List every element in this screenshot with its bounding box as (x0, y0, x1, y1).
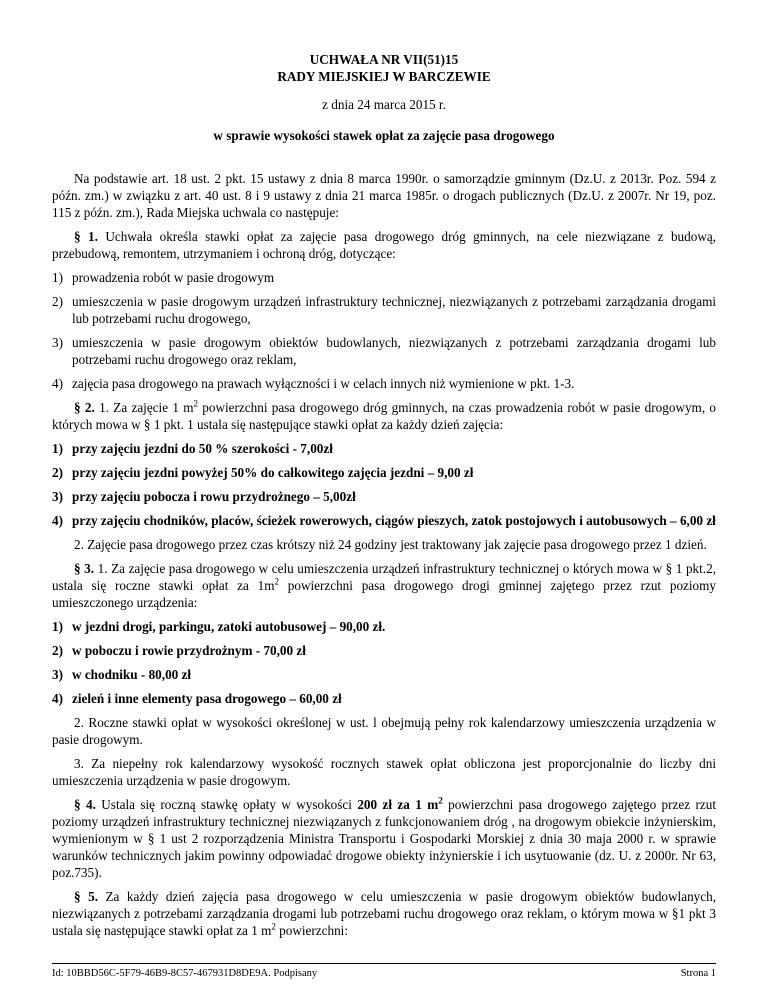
resolution-title: UCHWAŁA NR VII(51)15 (309, 52, 459, 67)
council-name: RADY MIEJSKIEJ W BARCZEWIE (277, 69, 491, 84)
section-5-label: § 5. (74, 889, 98, 904)
section-2-label: § 2. (74, 400, 95, 415)
list-item: 4) przy zajęciu chodników, placów, ścieżek rowerowych, ciągów pieszych, zatok postojowych i autobusowych – 6,00 zł (52, 513, 716, 528)
list-item: 3) przy zajęciu pobocza i rowu przydrożnego – 5,00zł (52, 489, 356, 504)
resolution-subject: w sprawie wysokości stawek opłat za zajęcie pasa drogowego (213, 128, 555, 143)
section-5: § 5. Za każdy dzień zajęcia pasa drogowego w celu umieszczenia w pasie drogowym obiektów budowlanych, niezwiązanych z potrzebami zarządzania drogami lub potrzebami ruchu drogowego oraz reklam, o którym mowa w §1 pkt 3 ustala się następujące stawki opłat za 1 $m^2$ powierzchni: (52, 889, 716, 938)
resolution-date: z dnia 24 marca 2015 r. (322, 97, 446, 112)
page-number: Strona 1 (680, 968, 716, 979)
list-item: 4) zieleń i inne elementy pasa drogowego – 60,00 zł (52, 691, 342, 706)
list-item: 1) w jezdni drogi, parkingu, zatoki autobusowej – 90,00 zł. (52, 619, 386, 634)
section-3-paragraph-2: 2. Roczne stawki opłat w wysokości określonej w ust. l obejmują pełny rok kalendarzowy umieszczenia urządzenia w pasie drogowym. (52, 715, 716, 747)
section-3-label: § 3. (74, 561, 95, 576)
list-item: 1) przy zajęciu jezdni do 50 % szerokości - 7,00zł (52, 441, 333, 456)
page-footer (52, 963, 716, 979)
section-1-text: Uchwała określa stawki opłat za zajęcie pasa drogowego dróg gminnych, na cele niezwiązane z budową, przebudową, remontem, utrzymaniem i ochroną dróg, dotyczące: (52, 229, 716, 261)
document-body (52, 170, 716, 946)
section-4-label: § 4. (74, 797, 96, 812)
list-item: 2) przy zajęciu jezdni powyżej 50% do całkowitego zajęcia jezdni – 9,00 zł (52, 465, 474, 480)
section-2: § 2. 1. Za zajęcie 1 $m^2$ powierzchni pasa drogowego dróg gminnych, na czas prowadzenia robót w pasie drogowym, o których mowa w § 1 pkt. 1 ustala się następujące stawki opłat za każdy dzień zajęcia: (52, 398, 717, 432)
intro-paragraph: Na podstawie art. 18 ust. 2 pkt. 15 ustawy z dnia 8 marca 1990r. o samorządzie gminnym (Dz.U. z 2013r. Poz. 594 z późn. zm.) w związku z art. 40 ust. 8 i 9 ustawy z dnia 21 marca 1985r. o drogach publicznych (Dz.U. z 2007r. Nr 19, poz. 115 z późn. zm.), Rada Miejska uchwala co następuje: (52, 171, 716, 220)
section-2-paragraph-2: 2. Zajęcie pasa drogowego przez czas krótszy niż 24 godziny jest traktowany jak zajęcie pasa drogowego przez 1 dzień. (74, 537, 707, 552)
list-item: 2) umieszczenia w pasie drogowym urządzeń infrastruktury technicznej, niezwiązanych z potrzebami zarządzania drogami lub potrzebami ruchu drogowego, (52, 294, 716, 326)
list-item: 2) w poboczu i rowie przydrożnym - 70,00 zł (52, 643, 306, 658)
list-item: 4) zajęcia pasa drogowego na prawach wyłączności i w celach innych niż wymienione w pkt. 1-3. (52, 376, 575, 391)
section-3-paragraph-3: 3. Za niepełny rok kalendarzowy wysokość rocznych stawek opłat obliczona jest proporcjonalnie do liczby dni umieszczenia urządzenia w pasie drogowym. (52, 756, 716, 788)
section-4: § 4. Ustala się roczną stawkę opłaty w wysokości 200 zł za 1 $m^2$ powierzchni pasa drogowego zajętego przez rzut poziomy urządzeń infrastruktury technicznej niezwiązanych z funkcjonowaniem dróg , na drogowym obiekcie inżynierskim, wymienionym w § 1 ust 2 rozporządzenia Ministra Transportu i Gospodarki Morskiej z dnia 30 maja 2000 r. w sprawie warunków technicznych jakim powinny odpowiadać drogowe obiekty inżynierskie i ich usytuowanie (dz. U. z 2000r. Nr 63, poz.735). (52, 795, 717, 880)
list-item: 1) prowadzenia robót w pasie drogowym (52, 270, 275, 285)
list-item: 3) umieszczenia w pasie drogowym obiektów budowlanych, niezwiązanych z potrzebami zarządzania drogami lub potrzebami ruchu drogowego oraz reklam, (52, 335, 716, 367)
section-3: § 3. 1. Za zajęcie pasa drogowego w celu umieszczenia urządzeń infrastruktury technicznej o których mowa w § 1 pkt.2, ustala się roczne stawki opłat za $1m^2$ powierzchni pasa drogowego drogi gminnej zajętego przez rzut poziomy umieszczonego urządzenia: (52, 561, 717, 610)
document-id: Id: 10BBD56C-5F79-46B9-8C57-467931D8DE9A. Podpisany (52, 968, 318, 979)
section-1 (52, 228, 716, 262)
section-1-label: § 1. (74, 229, 98, 244)
list-item: 3) w chodniku - 80,00 zł (52, 667, 192, 682)
